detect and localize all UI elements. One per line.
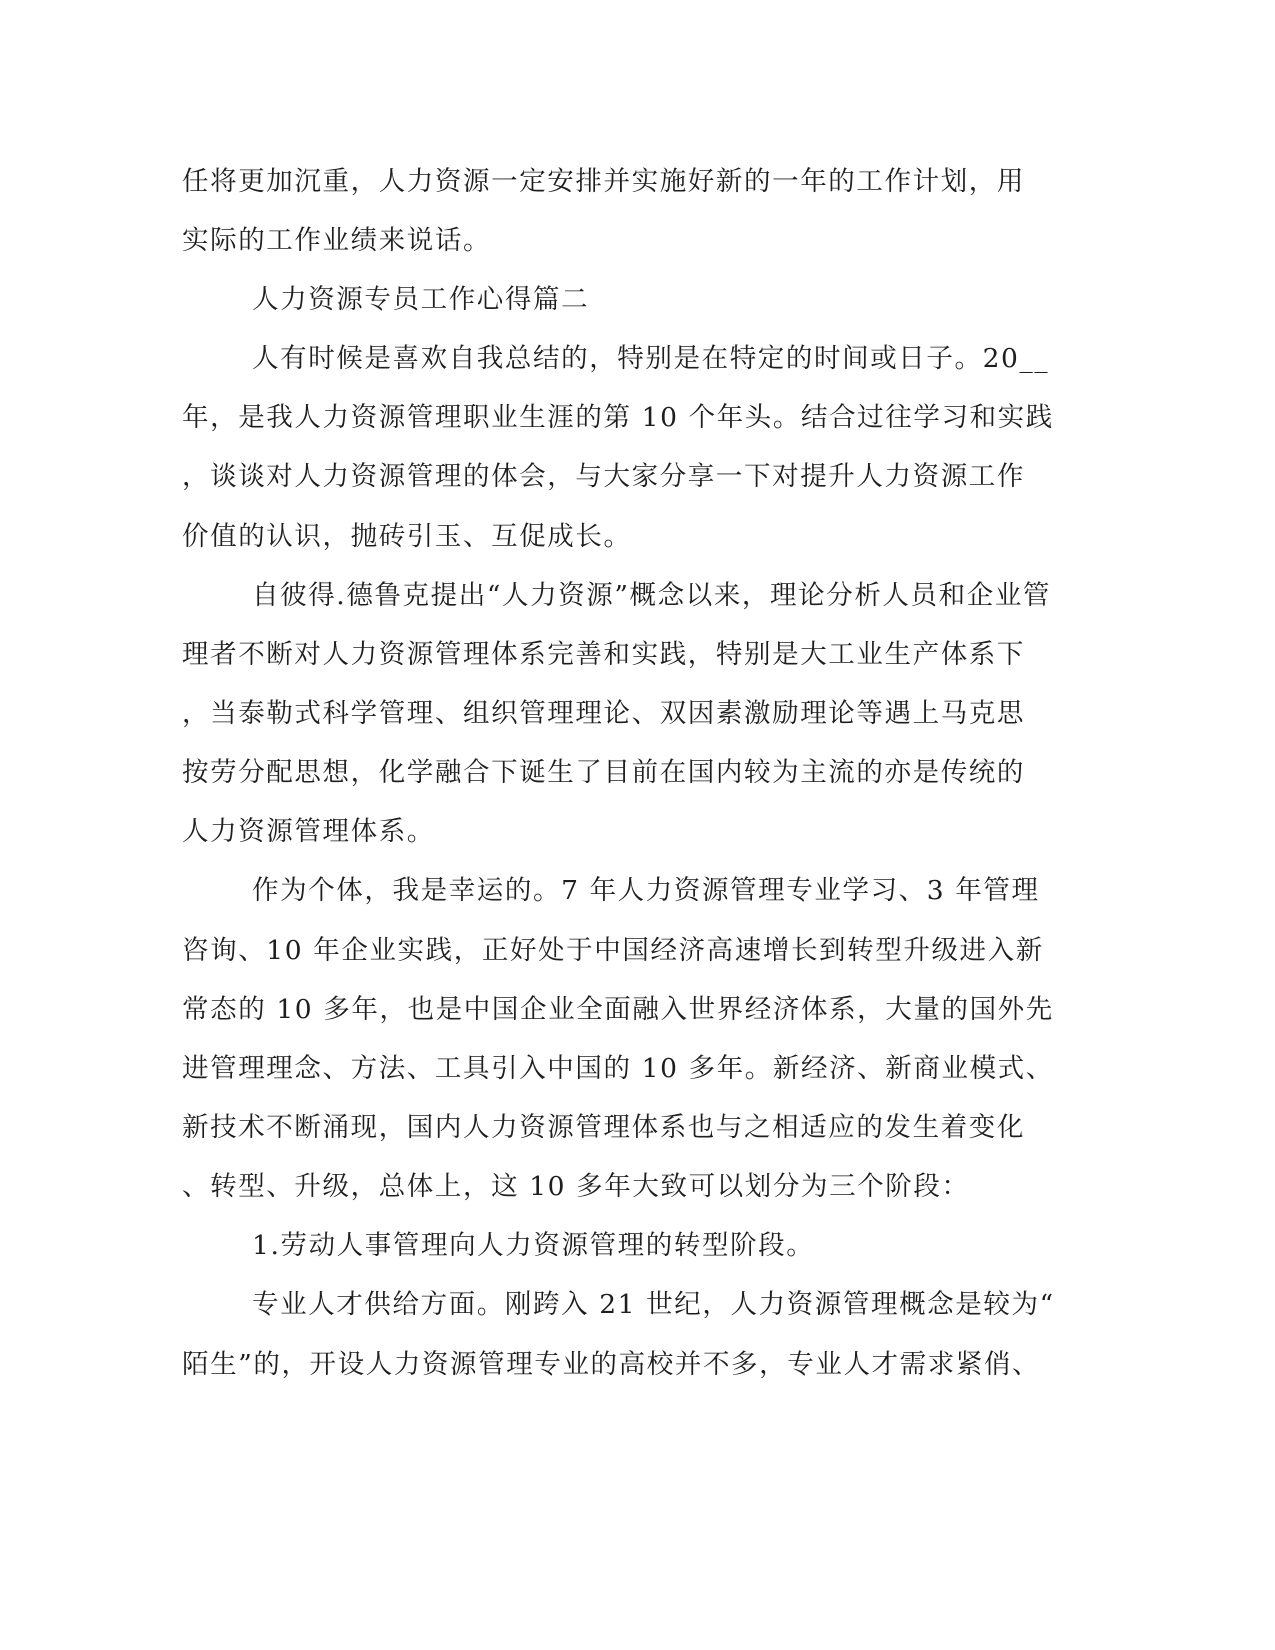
line-text: 实际的工作业绩来说话。	[182, 225, 492, 256]
line-text: 陌生”的，开设人力资源管理专业的高校并不多，专业人才需求紧俏、	[182, 1349, 1041, 1380]
line-text: ，谈谈对人力资源管理的体会，与大家分享一下对提升人力资源工作	[182, 461, 1025, 492]
text-line	[0, 517, 1275, 557]
text-line	[0, 339, 1275, 379]
line-text: 理者不断对人力资源管理体系完善和实践，特别是大工业生产体系下	[182, 639, 1025, 670]
line-text: 、转型、升级，总体上，这 10 多年大致可以划分为三个阶段：	[182, 1171, 970, 1202]
line-text: 专业人才供给方面。刚跨入 21 世纪，人力资源管理概念是较为“	[252, 1289, 1055, 1320]
line-text: 自彼得.德鲁克提出“人力资源”概念以来，理论分析人员和企业管	[252, 580, 1052, 611]
line-text: 年，是我人力资源管理职业生涯的第 10 个年头。结合过往学习和实践	[182, 402, 1054, 433]
text-line	[0, 812, 1275, 852]
text-line	[0, 990, 1275, 1030]
text-line	[0, 753, 1275, 793]
text-line	[0, 457, 1275, 497]
text-line	[0, 1345, 1275, 1385]
text-line	[0, 1285, 1275, 1325]
line-text: 人有时候是喜欢自我总结的，特别是在特定的时间或日子。20__	[252, 343, 1050, 374]
line-text: 按劳分配思想，化学融合下诞生了目前在国内较为主流的亦是传统的	[182, 757, 1025, 788]
line-text: ，当泰勒式科学管理、组织管理理论、双因素激励理论等遇上马克思	[182, 698, 1025, 729]
text-line	[0, 162, 1275, 202]
text-line	[0, 871, 1275, 911]
text-line	[0, 1167, 1275, 1207]
heading-text: 人力资源专员工作心得篇二	[252, 284, 590, 315]
text-line	[0, 398, 1275, 438]
list-item-heading	[0, 1226, 1275, 1266]
line-text: 价值的认识，抛砖引玉、互促成长。	[182, 521, 632, 552]
line-text: 1.劳动人事管理向人力资源管理的转型阶段。	[252, 1230, 815, 1261]
text-line	[0, 1049, 1275, 1089]
line-text: 新技术不断涌现，国内人力资源管理体系也与之相适应的发生着变化	[182, 1112, 1025, 1143]
text-line	[0, 221, 1275, 261]
text-line	[0, 694, 1275, 734]
line-text: 常态的 10 多年，也是中国企业全面融入世界经济体系，大量的国外先	[182, 994, 1054, 1025]
line-text: 咨询、10 年企业实践，正好处于中国经济高速增长到转型升级进入新	[182, 935, 1044, 966]
text-line	[0, 1108, 1275, 1148]
line-text: 作为个体，我是幸运的。7 年人力资源管理专业学习、3 年管理	[252, 875, 1040, 906]
line-text: 人力资源管理体系。	[182, 816, 435, 847]
text-line	[0, 576, 1275, 616]
text-line	[0, 635, 1275, 675]
section-heading	[0, 280, 1275, 320]
text-line	[0, 931, 1275, 971]
line-text: 进管理理念、方法、工具引入中国的 10 多年。新经济、新商业模式、	[182, 1053, 1054, 1084]
line-text: 任将更加沉重，人力资源一定安排并实施好新的一年的工作计划，用	[182, 166, 1025, 197]
